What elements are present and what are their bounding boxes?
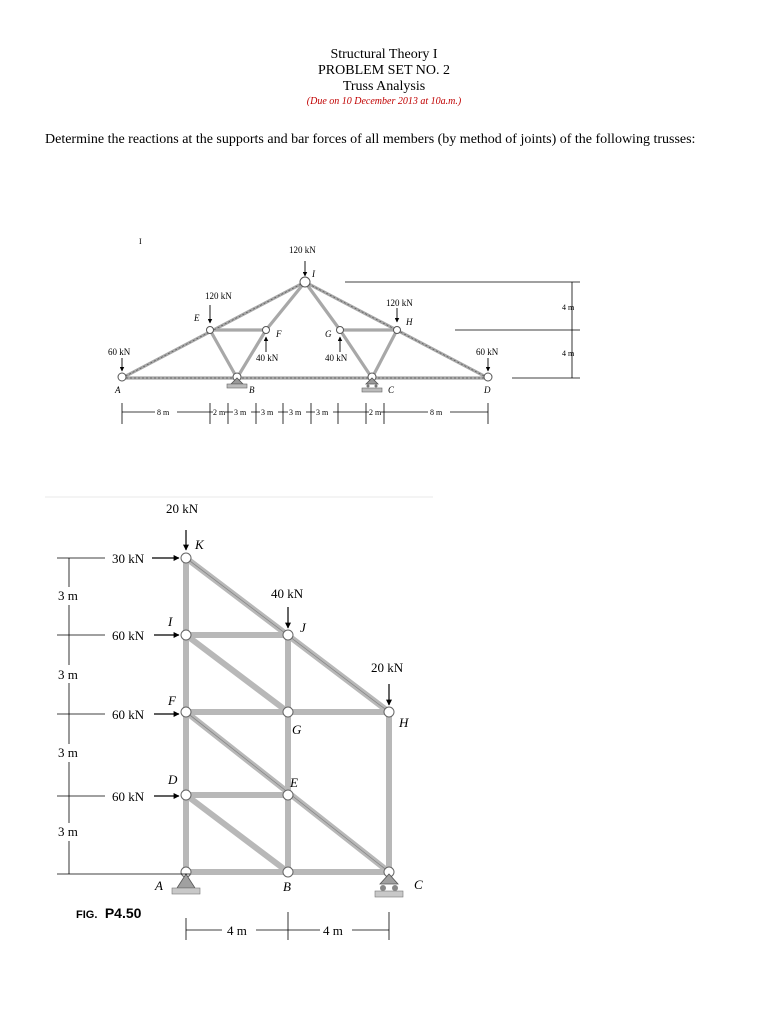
stray-mark: I	[139, 237, 142, 246]
span-dim-5: 3 m	[289, 408, 302, 417]
load-label-A: 60 kN	[108, 347, 131, 357]
joint-label-A: A	[155, 878, 163, 893]
joint-label-H: H	[399, 715, 409, 730]
joint-label-A: A	[115, 385, 121, 395]
support-C	[362, 378, 382, 392]
height-dim-2: 4 m	[562, 349, 575, 358]
joint-label-I: I	[312, 269, 315, 279]
load-label-I: 60 kN	[112, 628, 145, 643]
joint-label-C: C	[414, 877, 423, 892]
height-dim-3: 3 m	[58, 745, 78, 760]
joint-label-G: G	[292, 722, 302, 737]
span-dim-2: 2 m	[213, 408, 226, 417]
joint-label-H: H	[406, 317, 413, 327]
joint-label-F: F	[276, 329, 282, 339]
load-label-H: 120 kN	[386, 298, 413, 308]
joint-label-E: E	[194, 313, 200, 323]
load-label-K-horizontal: 30 kN	[112, 551, 145, 566]
joint-label-G: G	[325, 329, 332, 339]
roof-truss-members	[122, 282, 488, 378]
load-label-D: 60 kN	[112, 789, 145, 804]
load-label-E: 120 kN	[205, 291, 232, 301]
joint-label-C: C	[388, 385, 395, 395]
joint-label-I: I	[168, 614, 173, 629]
load-label-F: 40 kN	[256, 353, 279, 363]
span-dim-1: 8 m	[157, 408, 170, 417]
height-dim-2: 3 m	[58, 667, 78, 682]
load-label-I: 120 kN	[289, 245, 316, 255]
load-label-J: 40 kN	[271, 586, 304, 601]
joint-label-F: F	[168, 693, 176, 708]
height-dim-4: 3 m	[58, 824, 78, 839]
span-dim-4: 3 m	[261, 408, 274, 417]
course-title: Structural Theory I	[330, 47, 438, 62]
p450-span-dimension-lines	[186, 912, 389, 940]
joint-label-B: B	[249, 385, 255, 395]
span-dim-2: 4 m	[323, 923, 343, 938]
load-label-D: 60 kN	[476, 347, 499, 357]
topic-title: Truss Analysis	[342, 79, 426, 94]
joint-label-D: D	[484, 385, 491, 395]
instructions-text: Determine the reactions at the supports and bar forces of all members (by method of joints) of the following trusses:	[45, 132, 696, 147]
support-A	[172, 874, 200, 894]
figure-roof-truss	[108, 237, 580, 424]
problem-set-title: PROBLEM SET NO. 2	[318, 63, 450, 78]
roof-truss-joints	[118, 277, 492, 381]
span-dim-8: 8 m	[430, 408, 443, 417]
support-C-roller	[375, 874, 403, 897]
load-label-H: 20 kN	[371, 660, 404, 675]
figure-p4-50	[57, 501, 423, 940]
load-label-F: 60 kN	[112, 707, 145, 722]
span-dim-6: 3 m	[316, 408, 329, 417]
joint-label-K: K	[195, 537, 204, 552]
figure-caption	[76, 905, 142, 922]
figure-caption-prefix: FIG.	[76, 909, 98, 921]
load-label-G: 40 kN	[325, 353, 348, 363]
joint-label-E: E	[290, 775, 298, 790]
span-dim-1: 4 m	[227, 923, 247, 938]
span-dim-3: 3 m	[234, 408, 247, 417]
joint-label-J: J	[300, 620, 306, 635]
joint-label-B: B	[283, 879, 291, 894]
joint-label-D: D	[168, 772, 178, 787]
height-dim-1: 4 m	[562, 303, 575, 312]
height-dim-1: 3 m	[58, 588, 78, 603]
figure-caption-number: P4.50	[104, 905, 142, 921]
due-date: (Due on 10 December 2013 at 10a.m.)	[306, 96, 462, 107]
load-label-K-vertical: 20 kN	[166, 501, 199, 516]
span-dim-7: 2 m	[369, 408, 382, 417]
